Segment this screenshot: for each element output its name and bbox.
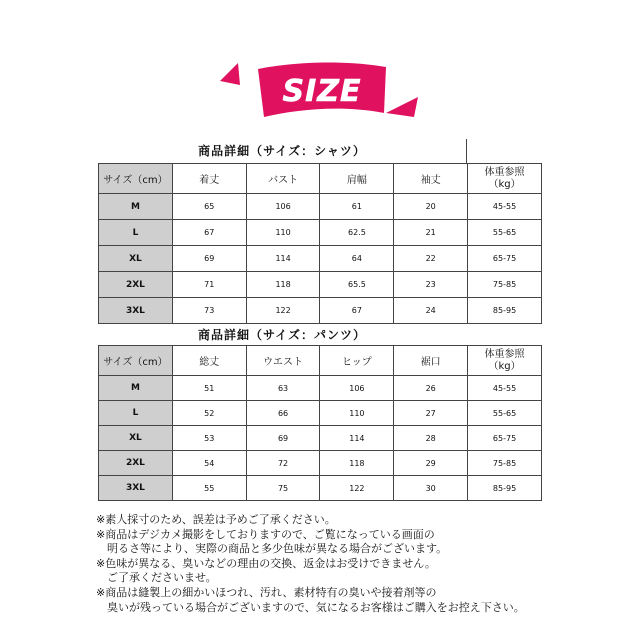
- pants-table-cell: 75: [246, 476, 320, 501]
- pants-size-table-block: [98, 323, 542, 503]
- shirt-header-cell: 肩幅: [320, 164, 394, 194]
- shirt-table-cell: 20: [394, 194, 468, 220]
- shirt-size-label: L: [99, 220, 173, 246]
- pants-size-label: 2XL: [99, 451, 173, 476]
- note-line: 明るさ等により、実際の商品と多少色味が異なる場合がございます。: [96, 542, 448, 556]
- shirt-table-cell: 106: [246, 194, 320, 220]
- pants-size-table: [98, 345, 542, 501]
- pants-size-label: XL: [99, 426, 173, 451]
- shirt-header-cell: 着丈: [172, 164, 246, 194]
- banner-left-triangle: [220, 63, 240, 85]
- shirt-table-cell: 45-55: [468, 194, 542, 220]
- shirt-table-row: [99, 272, 542, 298]
- pants-table-row: [99, 376, 542, 401]
- pants-table-cell: 85-95: [468, 476, 542, 501]
- pants-size-label: L: [99, 401, 173, 426]
- pants-table-cell: 28: [394, 426, 468, 451]
- pants-table-row: [99, 401, 542, 426]
- note-line: ※商品はデジカメ撮影をしておりますので、ご覧になっている画面の: [96, 527, 435, 541]
- shirt-table-cell: 22: [394, 246, 468, 272]
- pants-table-cell: 114: [320, 426, 394, 451]
- shirt-size-label: 2XL: [99, 272, 173, 298]
- shirt-size-label: 3XL: [99, 298, 173, 324]
- shirt-table-cell: 65: [172, 194, 246, 220]
- banner-right-triangle: [386, 97, 418, 117]
- shirt-size-label: M: [99, 194, 173, 220]
- pants-table-cell: 29: [394, 451, 468, 476]
- pants-table-title: 商品詳細（サイズ：パンツ）: [197, 328, 367, 342]
- shirt-table-cell: 65-75: [468, 246, 542, 272]
- shirt-table-cell: 65.5: [320, 272, 394, 298]
- shirt-table-cell: 85-95: [468, 298, 542, 324]
- size-banner: [218, 55, 428, 125]
- pants-table-cell: 27: [394, 401, 468, 426]
- shirt-size-table-block: [98, 139, 542, 329]
- pants-table-cell: 118: [320, 451, 394, 476]
- pants-header-row: [99, 346, 542, 376]
- shirt-header-cell: 袖丈: [394, 164, 468, 194]
- shirt-table-row: [99, 298, 542, 324]
- shirt-table-cell: 110: [246, 220, 320, 246]
- pants-table-cell: 55: [172, 476, 246, 501]
- shirt-table-cell: 71: [172, 272, 246, 298]
- shirt-table-cell: 73: [172, 298, 246, 324]
- shirt-table-cell: 118: [246, 272, 320, 298]
- pants-size-label: M: [99, 376, 173, 401]
- pants-table-cell: 30: [394, 476, 468, 501]
- pants-header-cell: ウエスト: [246, 346, 320, 376]
- shirt-table-cell: 62.5: [320, 220, 394, 246]
- shirt-table-cell: 24: [394, 298, 468, 324]
- pants-header-cell: ヒップ: [320, 346, 394, 376]
- shirt-table-cell: 64: [320, 246, 394, 272]
- shirt-table-cell: 21: [394, 220, 468, 246]
- shirt-table-cell: 114: [246, 246, 320, 272]
- pants-table-cell: 110: [320, 401, 394, 426]
- banner-text: SIZE: [282, 74, 362, 109]
- note-line: ※素人採寸のため、誤差は予めご了承ください。: [96, 513, 336, 526]
- shirt-table-cell: 61: [320, 194, 394, 220]
- shirt-header-cell: 体重参照 （kg）: [468, 164, 542, 194]
- shirt-table-cell: 55-65: [468, 220, 542, 246]
- pants-table-cell: 52: [172, 401, 246, 426]
- pants-table-cell: 75-85: [468, 451, 542, 476]
- shirt-table-row: [99, 246, 542, 272]
- shirt-table-cell: 23: [394, 272, 468, 298]
- pants-size-label: 3XL: [99, 476, 173, 501]
- pants-table-cell: 51: [172, 376, 246, 401]
- notes: [96, 513, 596, 615]
- note-line: ご了承くださいませ。: [96, 571, 217, 585]
- pants-table-row: [99, 426, 542, 451]
- shirt-header-row: [99, 164, 542, 194]
- pants-table-cell: 63: [246, 376, 320, 401]
- pants-header-cell: 体重参照 （kg）: [468, 346, 542, 376]
- pants-table-cell: 106: [320, 376, 394, 401]
- shirt-header-cell: サイズ（cm）: [99, 164, 173, 194]
- size-banner-graphic: [218, 55, 428, 125]
- shirt-table-cell: 67: [172, 220, 246, 246]
- shirt-header-cell: バスト: [246, 164, 320, 194]
- pants-table-cell: 45-55: [468, 376, 542, 401]
- pants-table-cell: 53: [172, 426, 246, 451]
- pants-table-cell: 122: [320, 476, 394, 501]
- pants-header-cell: 総丈: [172, 346, 246, 376]
- shirt-table-cell: 67: [320, 298, 394, 324]
- shirt-table-row: [99, 220, 542, 246]
- pants-table-row: [99, 451, 542, 476]
- shirt-size-label: XL: [99, 246, 173, 272]
- pants-table-cell: 69: [246, 426, 320, 451]
- shirt-size-table: [98, 163, 542, 324]
- pants-table-cell: 54: [172, 451, 246, 476]
- pants-table-cell: 55-65: [468, 401, 542, 426]
- pants-table-cell: 65-75: [468, 426, 542, 451]
- shirt-table-cell: 75-85: [468, 272, 542, 298]
- pants-header-cell: 裾口: [394, 346, 468, 376]
- pants-table-cell: 72: [246, 451, 320, 476]
- shirt-table-cell: 69: [172, 246, 246, 272]
- shirt-table-title: 商品詳細（サイズ：シャツ）: [198, 144, 366, 158]
- note-line: 臭いが残っている場合がございますので、気になるお客様はご購入をお控え下さい。: [96, 600, 525, 614]
- pants-header-cell: サイズ（cm）: [99, 346, 173, 376]
- shirt-table-row: [99, 194, 542, 220]
- note-line: ※商品は縫製上の細かいほつれ、汚れ、素材特有の臭いや接着剤等の: [96, 585, 437, 599]
- note-line: ※色味が異なる、臭いなどの理由の交換、返金はお受けできません。: [96, 556, 436, 570]
- pants-table-cell: 66: [246, 401, 320, 426]
- pants-table-row: [99, 476, 542, 501]
- shirt-table-cell: 122: [246, 298, 320, 324]
- pants-table-cell: 26: [394, 376, 468, 401]
